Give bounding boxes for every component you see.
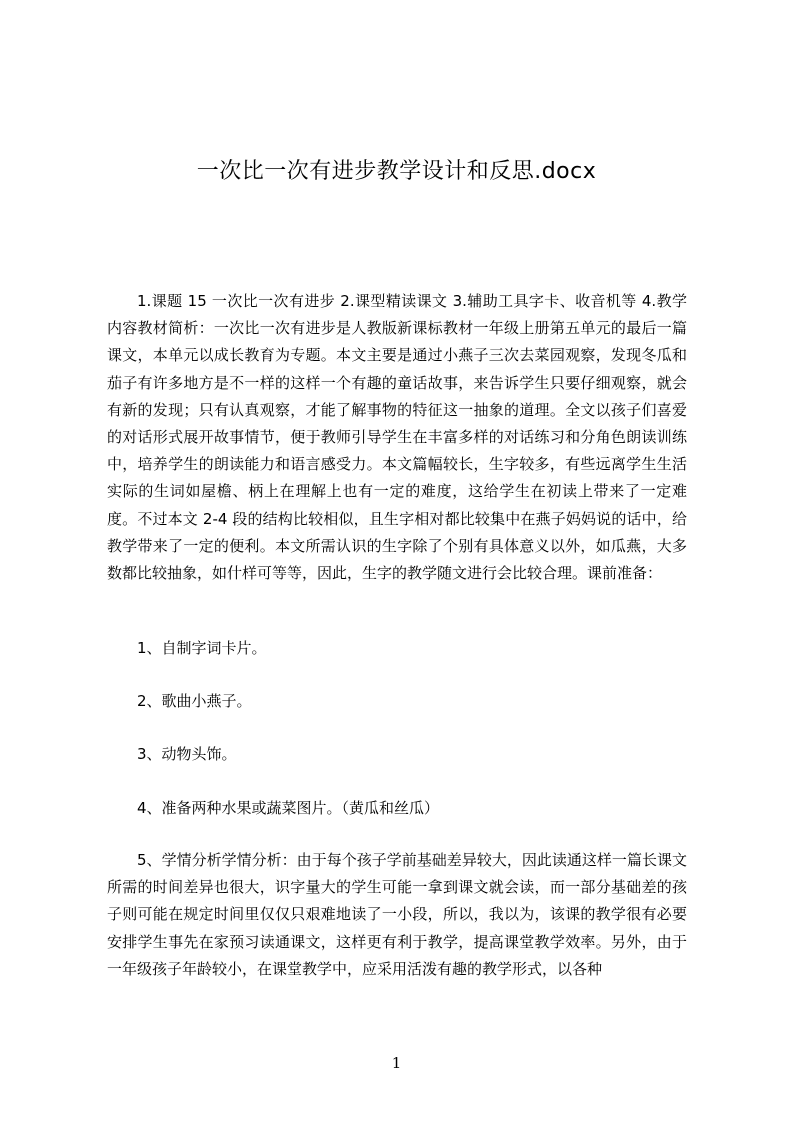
body-paragraph-2: 5、学情分析学情分析：由于每个孩子学前基础差异较大，因此读通这样一篇长课文所需的时间差异也很大，识字量大的学生可能一拿到课文就会读，而一部分基础差的孩子则可能在规定时间里仅仅只艰难地读了一小段，所以，我以为，该课的教学很有必要安排学生事先在家预习读通课文，这样更有利于教学，提高课堂教学效率。另外，由于一年级孩子年龄较小，在课堂教学中，应采用活泼有趣的教学形式，以各种 <box>107 851 687 978</box>
list-item: 4、准备两种水果或蔬菜图片。（黄瓜和丝瓜） <box>137 799 440 817</box>
page-number: 1 <box>391 1054 402 1072</box>
document-title: 一次比一次有进步教学设计和反思.docx <box>196 158 597 184</box>
body-paragraph-1: 1.课题 15 一次比一次有进步 2.课型精读课文 3.辅助工具字卡、收音机等 4.教学内容教材简析：一次比一次有进步是人教版新课标教材一年级上册第五单元的最后一篇课文，本单元以成长教育为专题。本文主要是通过小燕子三次去菜园观察，发现冬瓜和茄子有许多地方是不一样的这样一个有趣的童话故事，来告诉学生只要仔细观察，就会有新的发现；只有认真观察，才能了解事物的特征这一抽象的道理。全文以孩子们喜爱的对话形式展开故事情节，便于教师引导学生在丰富多样的对话练习和分角色朗读训练中，培养学生的朗读能力和语言感受力。本文篇幅较长，生字较多，有些远离学生生活实际的生词如屋檐、柄上在理解上也有一定的难度，这给学生在初读上带来了一定难度。不过本文 2-4 段的结构比较相似，且生字相对都比较集中在燕子妈妈说的话中，给教学带来了一定的便利。本文所需认识的生字除了个别有具体意义以外，如瓜燕，大多数都比较抽象，如什样可等等，因此，生字的教学随文进行会比较合理。课前准备： <box>107 292 687 583</box>
list-item: 2、歌曲小燕子。 <box>137 692 252 710</box>
list-item: 3、动物头饰。 <box>137 745 237 763</box>
list-item: 1、自制字词卡片。 <box>137 639 267 657</box>
